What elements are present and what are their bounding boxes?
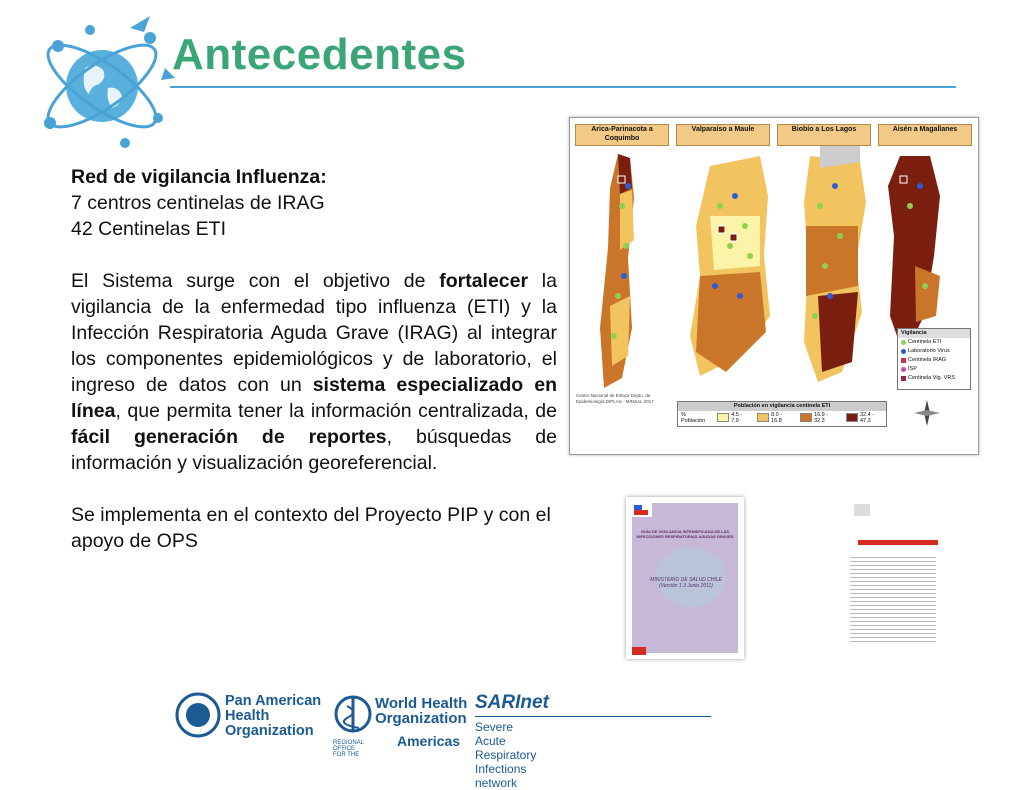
legend-item: Centinela Vig. VRS [898,374,970,383]
paragraph-text: , que permita tener la información centralizada, de [115,400,557,422]
paragraph-text: , búsquedas de información y visualización georeferencial. [71,426,558,474]
description-paragraph [71,268,557,476]
range-label: 32.4 - 47.3 [859,411,875,424]
legend-item: Centinela IRAG [898,356,970,365]
title-rule [170,86,956,88]
legend-item: Laboratorio Virus [898,347,970,356]
emphasis-text: fortalecer [439,270,529,292]
paho-emblem-icon [175,692,221,738]
emphasis-text: fácil generación de reportes [71,426,387,448]
body-text [71,164,557,554]
report-document [844,500,938,648]
emphasis-text: sistema especializado en línea [71,374,557,422]
panel-title: Aisén a Magallanes [878,124,972,146]
paragraph-text: El Sistema surge con el objetivo de [71,270,440,292]
globe-logo [30,8,180,158]
range-label: 16.9 - 32.3 [814,411,829,424]
range-label: 8.0 - 16.8 [771,411,783,424]
sarinet-logo: SARInet [475,692,549,713]
legend-title: Vigilancia [898,329,970,338]
irag-count: 7 centros centinelas de IRAG [71,192,325,214]
panel-title: Valparaíso a Maule [676,124,770,146]
heading: Red de vigilancia Influenza: [71,166,327,188]
legend-item: ISP [898,365,970,374]
slide-title: Antecedentes [172,30,467,79]
map-legend [897,328,971,390]
who-emblem-icon [333,692,373,738]
compass-rose-icon [912,398,942,428]
map-credit: Centro Nacional de Enlace Depto. de Epidemiología DIPLAS - MINSAL 2017 [576,393,654,404]
surveillance-map [569,117,979,455]
panel-title: Arica-Parinacota a Coquimbo [575,124,669,146]
paragraph-text: la vigilancia de la enfermedad tipo influenza (ETI) y la Infección Respiratoria Aguda Grave (IRAG) al integrar los componentes epidemiológicos y de laboratorio, el ingreso de datos con un [71,270,557,396]
context-paragraph: Se implementa en el contexto del Proyecto PIP y con el apoyo de OPS [71,504,551,552]
who-region: REGIONAL OFFICE FOR THE [333,740,364,758]
guide-subtitle: MINISTERIO DE SALUD CHILE (Versión 1.3 Junio 2011) [650,577,722,589]
population-label: % Población [681,411,706,424]
who-americas: Americas [397,733,461,749]
paho-name: Pan American Health Organization [225,693,322,739]
who-name: World Health Organization [375,695,468,727]
population-title: Población en vigilancia centinela ETI [678,402,886,411]
range-label: 4.5 - 7.9 [731,411,743,424]
legend-item: Centinela ETI [898,338,970,347]
sarinet-subtitle: Severe Acute Respiratory Infections network [475,720,537,790]
guide-cover-document [626,497,744,659]
eti-count: 42 Centinelas ETI [71,218,227,240]
guide-title: GUÍA DE VIGILANCIA INTENSIFICADA DE LAS INFECCIONES RESPIRATORIAS AGUDAS GRAVES [636,529,734,539]
panel-title: Biobío a Los Lagos [777,124,871,146]
population-legend [677,401,887,427]
